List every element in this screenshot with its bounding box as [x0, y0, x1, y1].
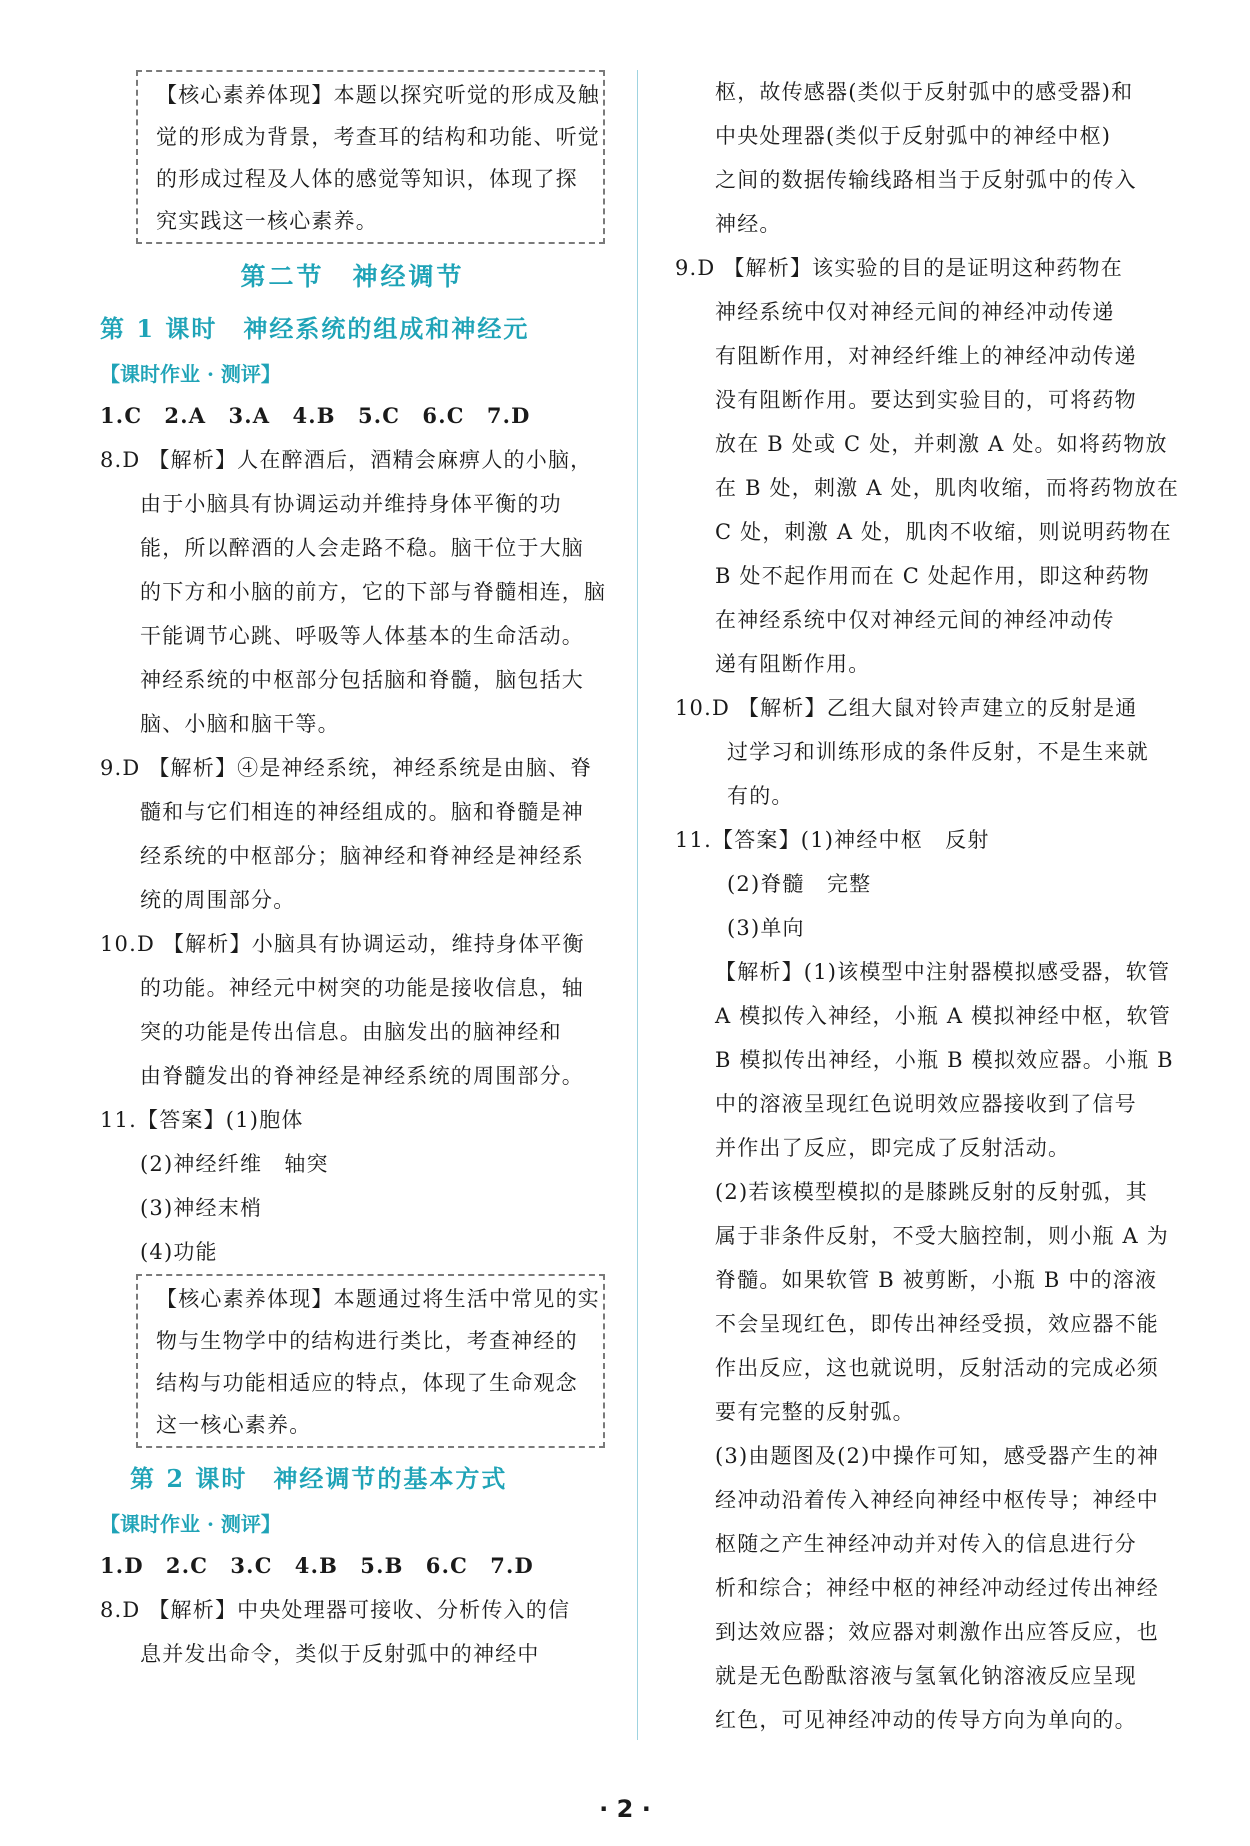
q11r-answer: (3)单向 [727, 916, 805, 940]
q9r-line: C 处，刺激 A 处，肌肉不收缩，则说明药物在 [715, 520, 1172, 544]
q8-line: 脑、小脑和脑干等。 [140, 712, 340, 736]
analysis-line: 红色，可见神经冲动的传导方向为单向的。 [715, 1708, 1137, 1732]
analysis-line: 要有完整的反射弧。 [715, 1400, 915, 1424]
question-8 [100, 438, 605, 746]
analysis-line: 经冲动沿着传入神经向神经中枢传导；神经中 [715, 1488, 1159, 1512]
q11r-answer: 11.【答案】(1)神经中枢 反射 [675, 828, 990, 852]
q10r-line: 过学习和训练形成的条件反射，不是生来就 [727, 740, 1149, 764]
answers-1-7-lesson-2: 1.D 2.C 3.C 4.B 5.B 6.C 7.D [100, 1553, 534, 1578]
analysis-line: 就是无色酚酞溶液与氢氧化钠溶液反应呈现 [715, 1664, 1137, 1688]
analysis-line: A 模拟传入神经，小瓶 A 模拟神经中枢，软管 [715, 1004, 1171, 1028]
q11-answer: (3)神经末梢 [140, 1196, 263, 1220]
right-column [675, 70, 1180, 1742]
box-line: 【核心素养体现】本题以探究听觉的形成及触 [156, 83, 600, 107]
q11-answer: (2)神经纤维 轴突 [140, 1152, 329, 1176]
cont-line: 枢，故传感器(类似于反射弧中的感受器)和 [715, 80, 1134, 104]
core-literacy-box-2 [136, 1274, 605, 1448]
cont-line: 神经。 [715, 212, 782, 236]
box-line: 这一核心素养。 [156, 1413, 312, 1437]
column-divider [637, 70, 638, 1740]
q9r-line: 没有阻断作用。要达到实验目的，可将药物 [715, 388, 1137, 412]
homework-tag-1: 【课时作业 · 测评】 [100, 362, 281, 386]
analysis-line: (2)若该模型模拟的是膝跳反射的反射弧，其 [715, 1180, 1148, 1204]
box-line: 觉的形成为背景，考查耳的结构和功能、听觉 [156, 125, 600, 149]
answers-1-7: 1.C 2.A 3.A 4.B 5.C 6.C 7.D [100, 403, 531, 428]
analysis-line: 枢随之产生神经冲动并对传入的信息进行分 [715, 1532, 1137, 1556]
q9r-line: 在神经系统中仅对神经元间的神经冲动传 [715, 608, 1115, 632]
q9r-line: 有阻断作用，对神经纤维上的神经冲动传递 [715, 344, 1137, 368]
box-line: 的形成过程及人体的感觉等知识，体现了探 [156, 167, 578, 191]
q8-line: 干能调节心跳、呼吸等人体基本的生命活动。 [140, 624, 584, 648]
question-10-right [675, 686, 1175, 818]
analysis-line: 中的溶液呈现红色说明效应器接收到了信号 [715, 1092, 1137, 1116]
q10-line: 的功能。神经元中树突的功能是接收信息，轴 [140, 976, 584, 1000]
page-number: · 2 · [599, 1795, 651, 1823]
q11-answer: 11.【答案】(1)胞体 [100, 1108, 304, 1132]
q11r-answer: (2)脊髓 完整 [727, 872, 872, 896]
q8-continuation [675, 70, 1175, 246]
box-line: 结构与功能相适应的特点，体现了生命观念 [156, 1371, 578, 1395]
question-11 [100, 1098, 605, 1274]
question-8-lesson-2 [100, 1588, 605, 1676]
cont-line: 中央处理器(类似于反射弧中的神经中枢) [715, 124, 1112, 148]
analysis-block [675, 950, 1175, 1742]
box-line: 【核心素养体现】本题通过将生活中常见的实 [156, 1287, 600, 1311]
homework-tag-2: 【课时作业 · 测评】 [100, 1512, 281, 1536]
left-column [100, 70, 605, 1676]
lesson-1-title: 第 1 课时 神经系统的组成和神经元 [100, 314, 530, 343]
q9r-line: 9.D 【解析】该实验的目的是证明这种药物在 [675, 256, 1123, 280]
q9r-line: 神经系统中仅对神经元间的神经冲动传递 [715, 300, 1115, 324]
q9-line: 9.D 【解析】④是神经系统，神经系统是由脑、脊 [100, 756, 593, 780]
q10-line: 突的功能是传出信息。由脑发出的脑神经和 [140, 1020, 562, 1044]
q9-line: 统的周围部分。 [140, 888, 296, 912]
analysis-line: B 模拟传出神经，小瓶 B 模拟效应器。小瓶 B [715, 1048, 1174, 1072]
analysis-line: 到达效应器；效应器对刺激作出应答反应，也 [715, 1620, 1159, 1644]
question-10 [100, 922, 605, 1098]
analysis-line: 属于非条件反射，不受大脑控制，则小瓶 A 为 [715, 1224, 1169, 1248]
lesson-2-title: 第 2 课时 神经调节的基本方式 [130, 1464, 508, 1493]
analysis-line: (3)由题图及(2)中操作可知，感受器产生的神 [715, 1444, 1160, 1468]
box-line: 究实践这一核心素养。 [156, 209, 378, 233]
q9-line: 髓和与它们相连的神经组成的。脑和脊髓是神 [140, 800, 584, 824]
q10r-line: 10.D 【解析】乙组大鼠对铃声建立的反射是通 [675, 696, 1138, 720]
q10-line: 由脊髓发出的脊神经是神经系统的周围部分。 [140, 1064, 584, 1088]
question-11-right [675, 818, 1175, 950]
q8b-line: 息并发出命令，类似于反射弧中的神经中 [140, 1642, 540, 1666]
q8-line: 的下方和小脑的前方，它的下部与脊髓相连，脑 [140, 580, 607, 604]
question-9-right [675, 246, 1180, 686]
analysis-line: 析和综合；神经中枢的神经冲动经过传出神经 [715, 1576, 1159, 1600]
core-literacy-box-1 [136, 70, 605, 244]
q9r-line: 在 B 处，刺激 A 处，肌肉收缩，而将药物放在 [715, 476, 1180, 500]
analysis-line: 【解析】(1)该模型中注射器模拟感受器，软管 [715, 960, 1171, 984]
q10r-line: 有的。 [727, 784, 794, 808]
q8-line: 神经系统的中枢部分包括脑和脊髓，脑包括大 [140, 668, 584, 692]
q9r-line: B 处不起作用而在 C 处起作用，即这种药物 [715, 564, 1150, 588]
q8b-line: 8.D 【解析】中央处理器可接收、分析传入的信 [100, 1598, 571, 1622]
question-9 [100, 746, 605, 922]
q10-line: 10.D 【解析】小脑具有协调运动，维持身体平衡 [100, 932, 585, 956]
q9r-line: 递有阻断作用。 [715, 652, 871, 676]
q9r-line: 放在 B 处或 C 处，并刺激 A 处。如将药物放 [715, 432, 1168, 456]
q8-line: 能，所以醉酒的人会走路不稳。脑干位于大脑 [140, 536, 584, 560]
q9-line: 经系统的中枢部分；脑神经和脊神经是神经系 [140, 844, 584, 868]
analysis-line: 脊髓。如果软管 B 被剪断，小瓶 B 中的溶液 [715, 1268, 1158, 1292]
box-line: 物与生物学中的结构进行类比，考查神经的 [156, 1329, 578, 1353]
section-title: 第二节 神经调节 [240, 262, 465, 291]
analysis-line: 并作出了反应，即完成了反射活动。 [715, 1136, 1071, 1160]
q11-answer: (4)功能 [140, 1240, 218, 1264]
q8-line: 8.D 【解析】人在醉酒后，酒精会麻痹人的小脑， [100, 448, 593, 472]
analysis-line: 不会呈现红色，即传出神经受损，效应器不能 [715, 1312, 1159, 1336]
cont-line: 之间的数据传输线路相当于反射弧中的传入 [715, 168, 1137, 192]
analysis-line: 作出反应，这也就说明，反射活动的完成必须 [715, 1356, 1159, 1380]
q8-line: 由于小脑具有协调运动并维持身体平衡的功 [140, 492, 562, 516]
